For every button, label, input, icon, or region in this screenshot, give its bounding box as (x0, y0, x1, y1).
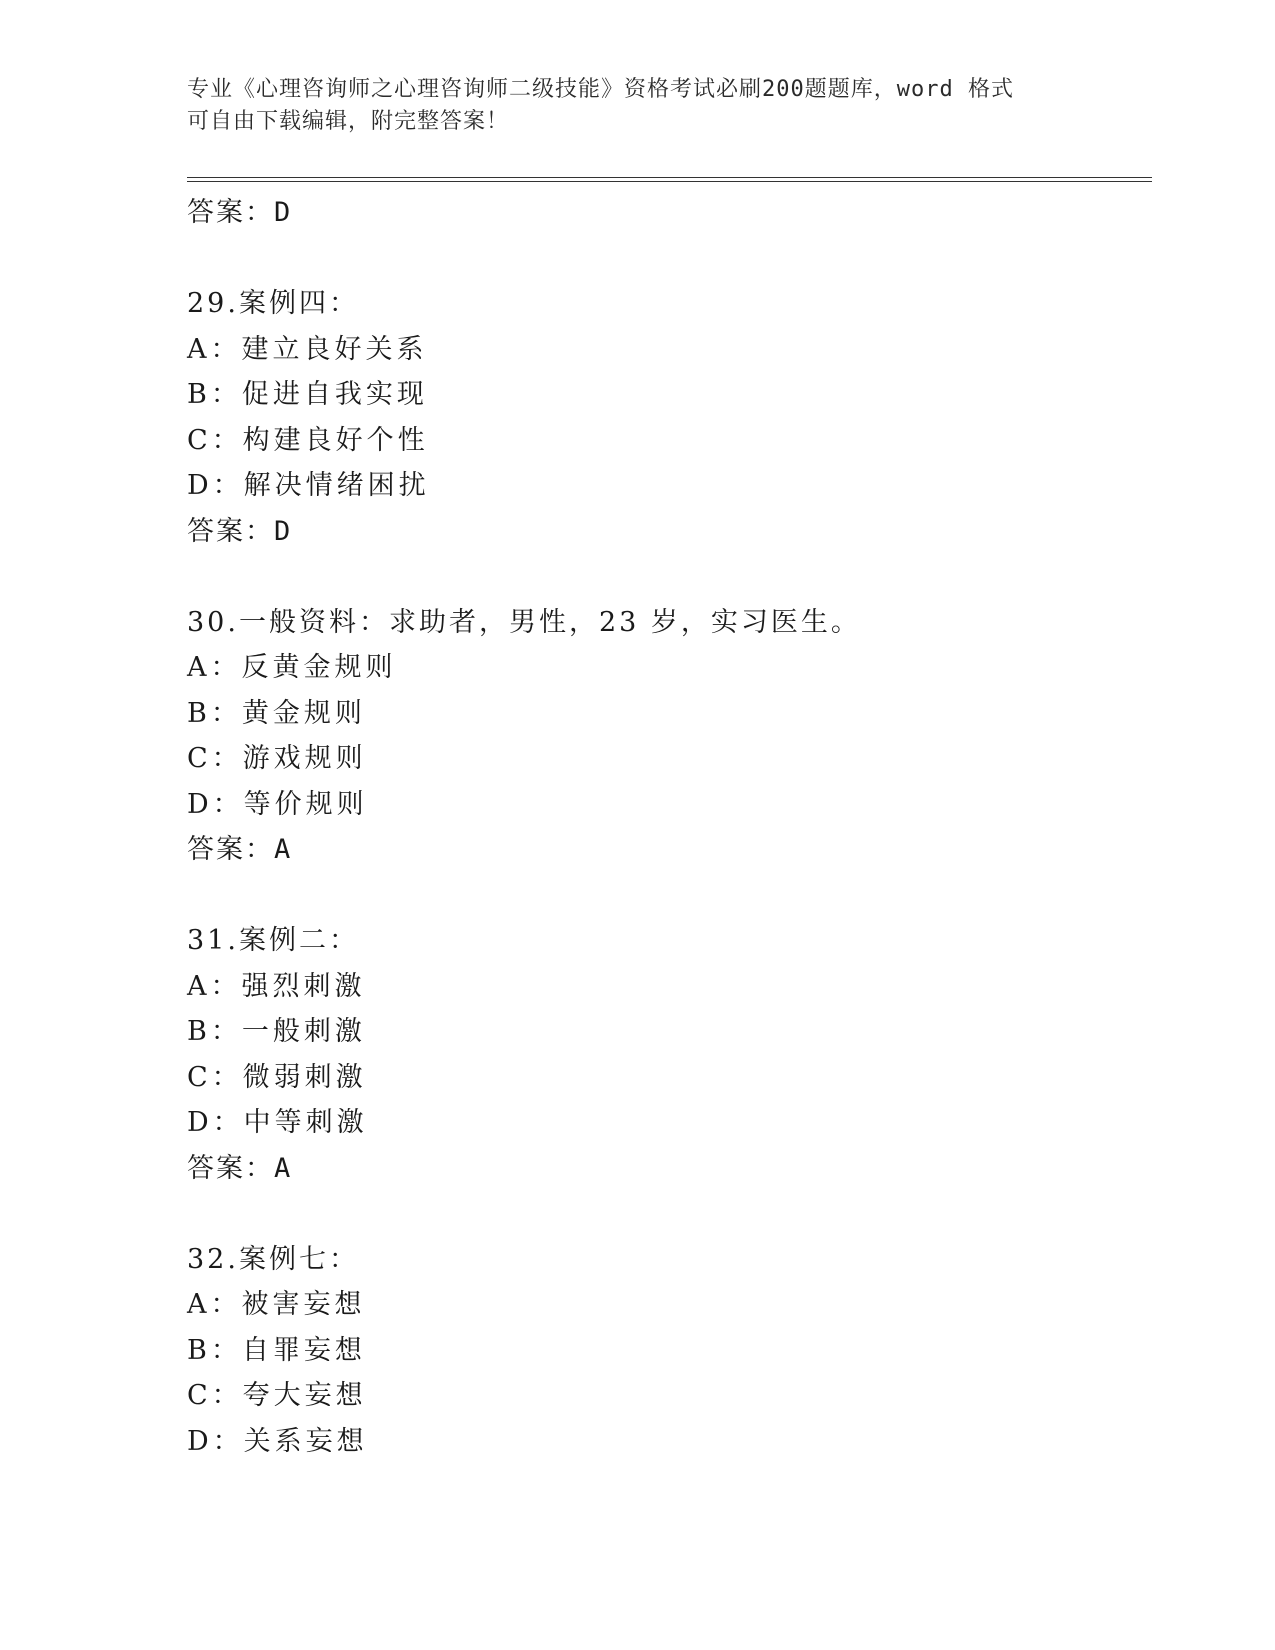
option-a: A：被害妄想 (187, 1289, 366, 1320)
question-stem: 29.案例四： (187, 288, 359, 319)
option-d: D：解决情绪困扰 (187, 470, 430, 501)
question-stem: 31.案例二： (187, 925, 359, 956)
question-stem: 32.案例七： (187, 1243, 359, 1275)
option-a: A：反黄金规则 (187, 652, 397, 683)
option-c: C：微弱刺激 (187, 1061, 367, 1093)
header-line-1: 专业《心理咨询师之心理咨询师二级技能》资格考试必刷200题题库，word 格式 (187, 77, 1014, 102)
header-divider-bottom (187, 181, 1152, 182)
option-b: B：促进自我实现 (187, 379, 428, 410)
option-b: B：自罪妄想 (187, 1334, 366, 1366)
option-a: A：强烈刺激 (187, 970, 366, 1002)
document-header (187, 74, 1087, 138)
option-b: B：黄金规则 (187, 697, 366, 729)
option-d: D：中等刺激 (187, 1107, 368, 1138)
option-c: C：游戏规则 (187, 743, 367, 774)
answer-line: 答案：D (187, 515, 293, 547)
option-a: A：建立良好关系 (187, 333, 428, 365)
header-line-2: 可自由下载编辑，附完整答案！ (187, 109, 510, 134)
answer-line: 答案：A (187, 834, 293, 865)
answer-line: 答案：D (187, 197, 293, 228)
question-stem: 30.一般资料：求助者，男性，23 岁，实习医生。 (187, 606, 861, 638)
option-c: C：构建良好个性 (187, 424, 429, 456)
question-31 (187, 918, 1147, 1191)
question-30 (187, 600, 1147, 873)
option-c: C：夸大妄想 (187, 1380, 367, 1411)
question-32 (187, 1237, 1147, 1465)
question-list (187, 190, 1147, 1464)
option-d: D：关系妄想 (187, 1425, 368, 1457)
option-b: B：一般刺激 (187, 1016, 366, 1047)
header-divider-top (187, 177, 1152, 178)
answer-line: 答案：A (187, 1152, 293, 1184)
question-29 (187, 281, 1147, 554)
option-d: D：等价规则 (187, 788, 368, 820)
